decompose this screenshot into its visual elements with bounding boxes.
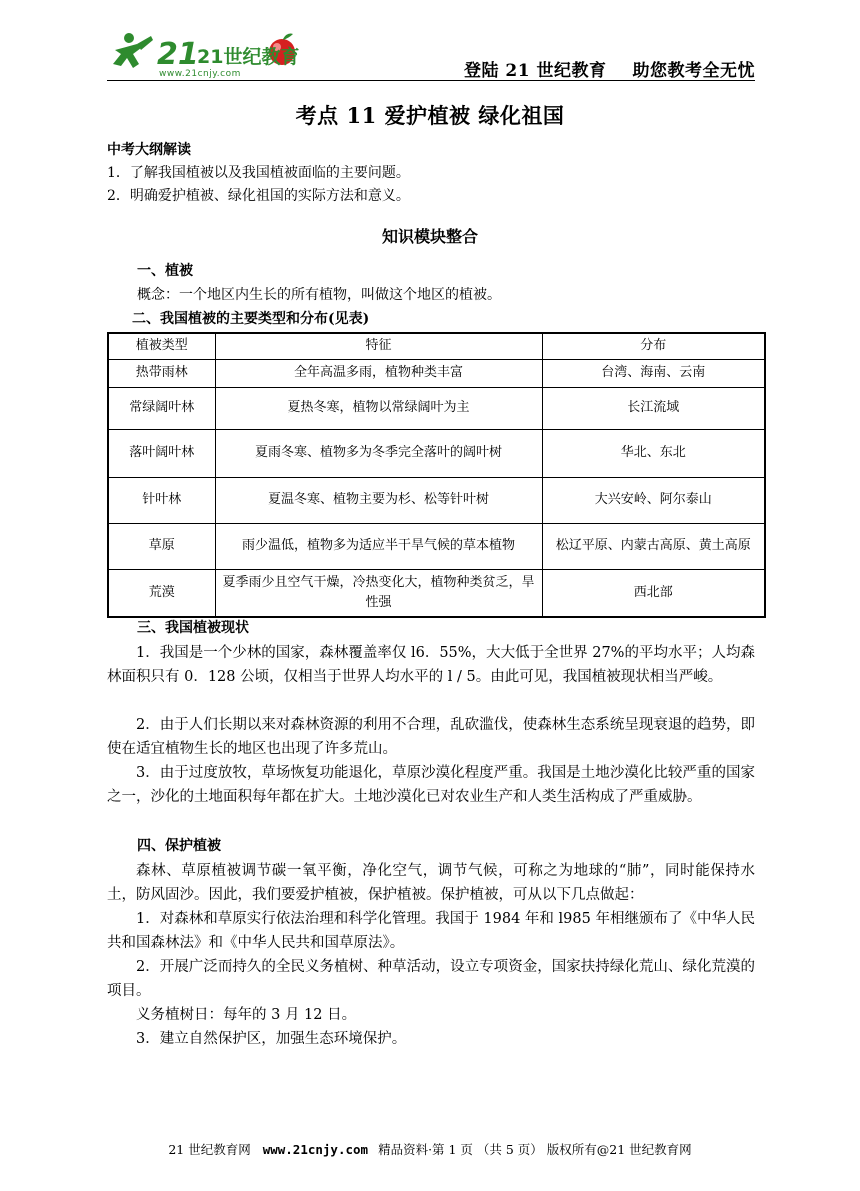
- section4-paragraph-4: 3．建立自然保护区，加强生态环境保护。: [136, 1031, 407, 1047]
- logo-text: 21世纪教育: [197, 46, 300, 68]
- section2-heading: 二、我国植被的主要类型和分布(见表): [132, 311, 370, 327]
- table-cell: 夏雨冬寒、植物多为冬季完全落叶的阔叶树: [215, 429, 542, 477]
- table-cell: 松辽平原、内蒙古高原、黄土高原: [542, 523, 765, 569]
- table-cell: 雨少温低，植物多为适应半干旱气候的草本植物: [215, 523, 542, 569]
- table-cell: 夏温冬寒、植物主要为杉、松等针叶树: [215, 477, 542, 523]
- footer-site-name: 21 世纪教育网: [168, 1142, 251, 1157]
- outline-item-2: 2．明确爱护植被、绿化祖国的实际方法和意义。: [107, 188, 410, 204]
- table-row: [108, 359, 765, 387]
- footer-url[interactable]: www.21cnjy.com: [262, 1142, 369, 1157]
- header-divider: [107, 80, 755, 81]
- table-cell: 西北部: [542, 569, 765, 617]
- section4-heading: 四、保护植被: [137, 838, 221, 854]
- table-row: [108, 569, 765, 617]
- table-cell: 落叶阔叶林: [108, 429, 215, 477]
- section4-arbor-day: 义务植树日：每年的 3 月 12 日。: [136, 1007, 357, 1023]
- table-header: 分布: [542, 333, 765, 359]
- slogan-right: 助您教考全无忧: [632, 61, 755, 81]
- page-footer: [0, 1140, 860, 1158]
- site-logo: [107, 28, 307, 80]
- table-cell: 夏季雨少且空气干燥，冷热变化大，植物种类贫乏，旱性强: [215, 569, 542, 617]
- table-cell: 草原: [108, 523, 215, 569]
- header-slogan: [464, 56, 755, 81]
- table-header: 特征: [215, 333, 542, 359]
- section1-heading: 一、植被: [137, 263, 193, 279]
- table-row: [108, 477, 765, 523]
- table-cell: 大兴安岭、阿尔泰山: [542, 477, 765, 523]
- logo-21: 21: [157, 37, 199, 72]
- table-cell: 长江流域: [542, 387, 765, 429]
- table-header-row: [108, 333, 765, 359]
- page-title: 考点 11 爱护植被 绿化祖国: [295, 103, 565, 128]
- table-cell: 夏热冬寒，植物以常绿阔叶为主: [215, 387, 542, 429]
- table-cell: 针叶林: [108, 477, 215, 523]
- runner-icon: [113, 33, 153, 68]
- vegetation-table: [107, 332, 766, 618]
- table-cell: 华北、东北: [542, 429, 765, 477]
- page-header: [107, 28, 755, 80]
- section4-paragraph-2: 1．对森林和草原实行依法治理和科学化管理。我国于 1984 年和 l985 年相继颁布了《中华人民共和国森林法》和《中华人民共和国草原法》。: [107, 911, 755, 951]
- table-cell: 荒漠: [108, 569, 215, 617]
- module-title: 知识模块整合: [381, 227, 478, 246]
- logo-url: www.21cnjy.com: [159, 69, 241, 79]
- table-cell: 热带雨林: [108, 359, 215, 387]
- section1-concept: 概念：一个地区内生长的所有植物，叫做这个地区的植被。: [137, 287, 501, 303]
- section3-heading: 三、我国植被现状: [137, 620, 249, 636]
- slogan-left: 登陆 21 世纪教育: [464, 61, 607, 81]
- table-row: [108, 523, 765, 569]
- table-header: 植被类型: [108, 333, 215, 359]
- section3-paragraph-1: 1．我国是一个少林的国家，森林覆盖率仅 l6．55%，大大低于全世界 27%的平均水平；人均森林面积只有 0．128 公顷，仅相当于世界人均水平的 l / 5。由此可见，我国植被现状相当严峻。: [107, 645, 755, 685]
- section4-paragraph-1: 森林、草原植被调节碳一氧平衡，净化空气，调节气候，可称之为地球的“肺”，同时能保持水土，防风固沙。因此，我们要爱护植被，保护植被。保护植被，可从以下几点做起：: [107, 863, 755, 903]
- footer-copyright: 精品资料·第 1 页 （共 5 页） 版权所有@21 世纪教育网: [378, 1142, 692, 1157]
- outline-heading: 中考大纲解读: [107, 142, 191, 158]
- table-cell: 常绿阔叶林: [108, 387, 215, 429]
- table-cell: 台湾、海南、云南: [542, 359, 765, 387]
- section4-paragraph-3: 2．开展广泛而持久的全民义务植树、种草活动，设立专项资金，国家扶持绿化荒山、绿化荒漠的项目。: [107, 959, 755, 999]
- section3-paragraph-2: 2．由于人们长期以来对森林资源的利用不合理，乱砍滥伐，使森林生态系统呈现衰退的趋势，即使在适宜植物生长的地区也出现了许多荒山。: [107, 717, 755, 757]
- table-row: [108, 387, 765, 429]
- outline-item-1: 1．了解我国植被以及我国植被面临的主要问题。: [107, 165, 410, 181]
- table-row: [108, 429, 765, 477]
- section3-paragraph-3: 3．由于过度放牧，草场恢复功能退化，草原沙漠化程度严重。我国是土地沙漠化比较严重的国家之一，沙化的土地面积每年都在扩大。土地沙漠化已对农业生产和人类生活构成了严重威胁。: [107, 765, 755, 805]
- table-cell: 全年高温多雨，植物种类丰富: [215, 359, 542, 387]
